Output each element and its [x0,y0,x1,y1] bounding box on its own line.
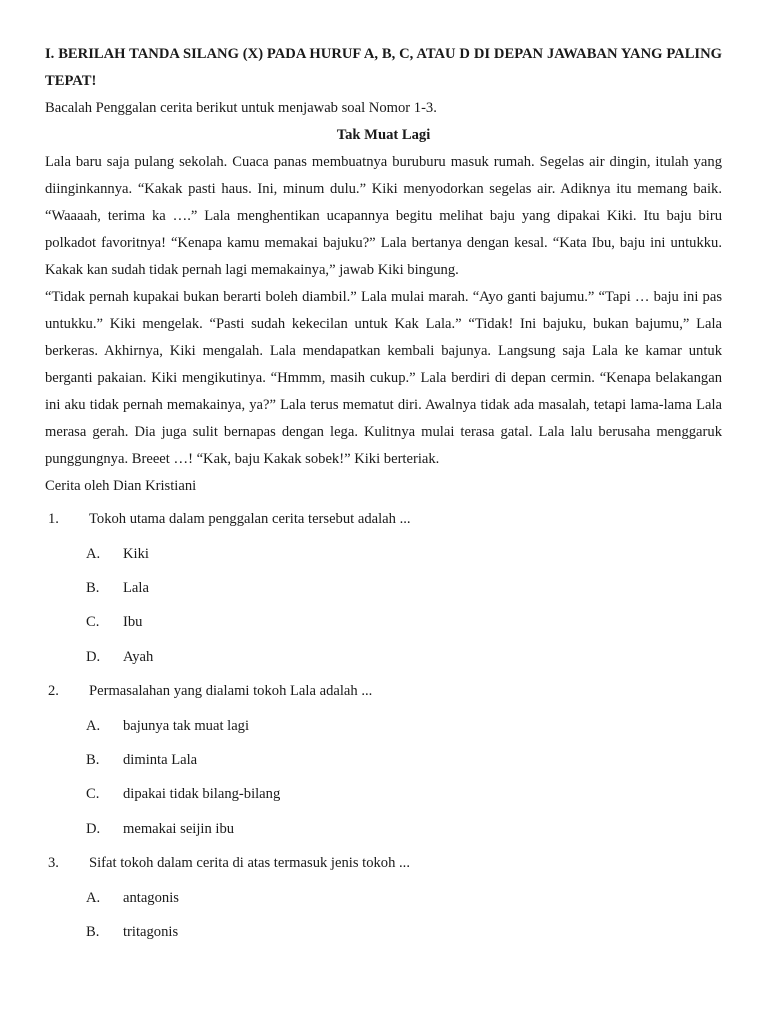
option-text: Lala [123,579,149,596]
option-letter: D. [86,648,101,665]
option-letter: D. [86,820,101,837]
instruction-heading: I. BERILAH TANDA SILANG (X) PADA HURUF A, B, C, ATAU D DI DEPAN JAWABAN YANG PALING TEPAT! [45,46,722,89]
option-letter: B. [86,924,100,941]
option-text: Kiki [123,545,149,562]
question-3 [45,853,722,942]
option-list [45,888,722,942]
option-text: dipakai tidak bilang-bilang [123,786,281,803]
option-a[interactable] [45,888,722,908]
option-c[interactable] [45,612,722,632]
question-stem [45,853,722,873]
option-text: antagonis [123,889,179,906]
option-letter: B. [86,751,100,768]
option-letter: A. [86,889,101,906]
question-2 [45,681,722,839]
question-number: 3. [48,855,59,872]
question-number: 2. [48,683,59,700]
story-paragraph: Lala baru saja pulang sekolah. Cuaca panas membuatnya buruburu masuk rumah. Segelas air dingin, itulah yang diinginkannya. “Kakak pasti haus. Ini, minum dulu.” Kiki menyodorkan segelas air. Adiknya itu memang baik. “Waaaah, terima ka ….” Lala menghentikan ucapannya begitu melihat baju yang dipakai Kiki. Itu baju biru polkadot favoritnya! “Kenapa kamu memakai bajuku?” Lala bertanya dengan kesal. “Kata Ibu, baju ini untukku. Kakak kan sudah tidak pernah lagi memakainya,” jawab Kiki bingung. [45,154,722,278]
question-number: 1. [48,511,59,527]
option-text: diminta Lala [123,751,198,768]
option-letter: A. [86,717,101,734]
option-d[interactable] [45,647,722,667]
option-text: Ayah [123,648,154,665]
option-d[interactable] [45,819,722,839]
question-list [45,509,722,942]
story-credit: Cerita oleh Dian Kristiani [45,478,197,494]
question-stem [45,509,722,529]
option-letter: C. [86,786,100,803]
option-c[interactable] [45,784,722,804]
option-b[interactable] [45,578,722,598]
question-1 [45,509,722,667]
option-a[interactable] [45,544,722,564]
option-text: tritagonis [123,924,179,941]
question-stem [45,681,722,701]
option-list [45,716,722,839]
story-title: Tak Muat Lagi [336,127,431,143]
question-text: Tokoh utama dalam penggalan cerita tersebut adalah ... [89,511,411,527]
reading-intro: Bacalah Penggalan cerita berikut untuk menjawab soal Nomor 1-3. [45,100,437,116]
story-paragraph: “Tidak pernah kupakai bukan berarti boleh diambil.” Lala mulai marah. “Ayo ganti bajumu.” “Tapi … baju ini pas untukku.” Kiki mengelak. “Pasti sudah kekecilan untuk Kak Lala.” “Tidak! Ini bajuku, bukan bajumu,” Lala berkeras. Akhirnya, Kiki mengalah. Lala mendapatkan kembali bajunya. Langsung saja Lala ke kamar untuk berganti pakaian. Kiki mengikutinya. “Hmmm, masih cukup.” Lala berdiri di depan cermin. “Kenapa belakangan ini aku tidak pernah memakainya, ya?” Lala terus mematut diri. Awalnya tidak ada masalah, tetapi lama-lama Lala merasa gerah. Dia juga sulit bernapas dengan lega. Kulitnya mulai terasa gatal. Lala lalu berusaha menggaruk punggungnya. Breeet …! “Kak, baju Kakak sobek!” Kiki berteriak. [45,289,722,467]
option-text: memakai seijin ibu [123,820,235,837]
option-b[interactable] [45,922,722,942]
option-letter: A. [86,545,101,562]
option-text: Ibu [123,614,143,631]
option-text: bajunya tak muat lagi [123,717,250,734]
question-text: Permasalahan yang dialami tokoh Lala adalah ... [89,683,373,700]
question-text: Sifat tokoh dalam cerita di atas termasuk jenis tokoh ... [89,855,410,872]
option-letter: B. [86,579,100,596]
option-b[interactable] [45,750,722,770]
option-letter: C. [86,614,100,631]
option-a[interactable] [45,716,722,736]
option-list [45,544,722,667]
